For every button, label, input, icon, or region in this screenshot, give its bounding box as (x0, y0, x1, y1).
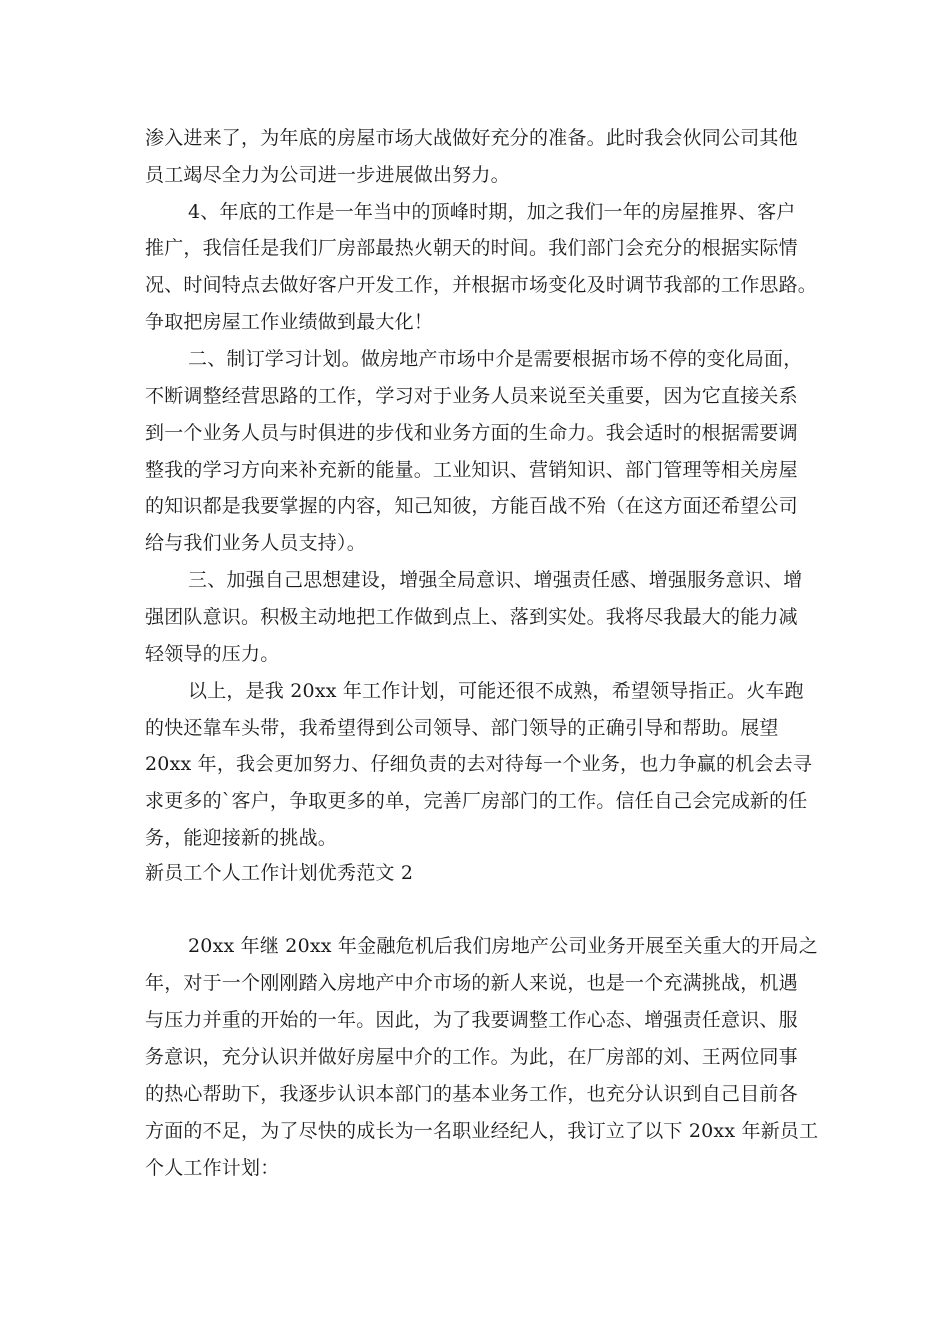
text-line: 渗入进来了，为年底的房屋市场大战做好充分的准备。此时我会伙同公司其他 (145, 127, 798, 149)
text-line: 的热心帮助下，我逐步认识本部门的基本业务工作，也充分认识到自己目前各 (145, 1083, 798, 1105)
text-line: 轻领导的压力。 (145, 643, 280, 665)
text-line: 20xx 年，我会更加努力、仔细负责的去对待每一个业务，也力争赢的机会去寻 (145, 753, 813, 775)
text-line: 给与我们业务人员支持）。 (145, 532, 366, 554)
text-line: 争取把房屋工作业绩做到最大化！ (145, 311, 434, 333)
text-line: 整我的学习方向来补充新的能量。工业知识、营销知识、部门管理等相关房屋 (145, 459, 798, 481)
text-line: 4、年底的工作是一年当中的顶峰时期，加之我们一年的房屋推界、客户 (188, 201, 796, 223)
text-line: 年，对于一个刚刚踏入房地产中介市场的新人来说，也是一个充满挑战，机遇 (145, 972, 798, 994)
text-line: 强团队意识。积极主动地把工作做到点上、落到实处。我将尽我最大的能力减 (145, 606, 798, 628)
text-line: 况、时间特点去做好客户开发工作，并根据市场变化及时调节我部的工作思路。 (145, 274, 818, 296)
section-heading: 新员工个人工作计划优秀范文 2 (145, 862, 414, 884)
text-line: 推广，我信任是我们厂房部最热火朝天的时间。我们部门会充分的根据实际情 (145, 237, 798, 259)
text-line: 20xx 年继 20xx 年金融危机后我们房地产公司业务开展至关重大的开局之 (188, 935, 818, 957)
text-line: 与压力并重的开始的一年。因此，为了我要调整工作心态、增强责任意识、服 (145, 1009, 798, 1031)
text-line: 员工竭尽全力为公司进一步进展做出努力。 (145, 164, 510, 186)
text-line: 以上，是我 20xx 年工作计划，可能还很不成熟，希望领导指正。火车跑 (188, 680, 804, 702)
text-line: 三、加强自己思想建设，增强全局意识、增强责任感、增强服务意识、增 (188, 569, 803, 591)
text-line: 求更多的`客户，争取更多的单，完善厂房部门的工作。信任自己会完成新的任 (145, 790, 808, 812)
text-line: 的知识都是我要掌握的内容，知己知彼，方能百战不殆（在这方面还希望公司 (145, 495, 798, 517)
text-line: 二、制订学习计划。做房地产市场中介是需要根据市场不停的变化局面， (188, 348, 803, 370)
text-line: 务意识，充分认识并做好房屋中介的工作。为此，在厂房部的刘、王两位同事 (145, 1046, 798, 1068)
text-line: 务，能迎接新的挑战。 (145, 827, 338, 849)
text-line: 不断调整经营思路的工作，学习对于业务人员来说至关重要，因为它直接关系 (145, 385, 798, 407)
text-line: 方面的不足，为了尽快的成长为一名职业经纪人，我订立了以下 20xx 年新员工 (145, 1120, 819, 1142)
text-line: 的快还靠车头带，我希望得到公司领导、部门领导的正确引导和帮助。展望 (145, 717, 779, 739)
text-line: 个人工作计划： (145, 1157, 280, 1179)
text-line: 到一个业务人员与时俱进的步伐和业务方面的生命力。我会适时的根据需要调 (145, 422, 798, 444)
